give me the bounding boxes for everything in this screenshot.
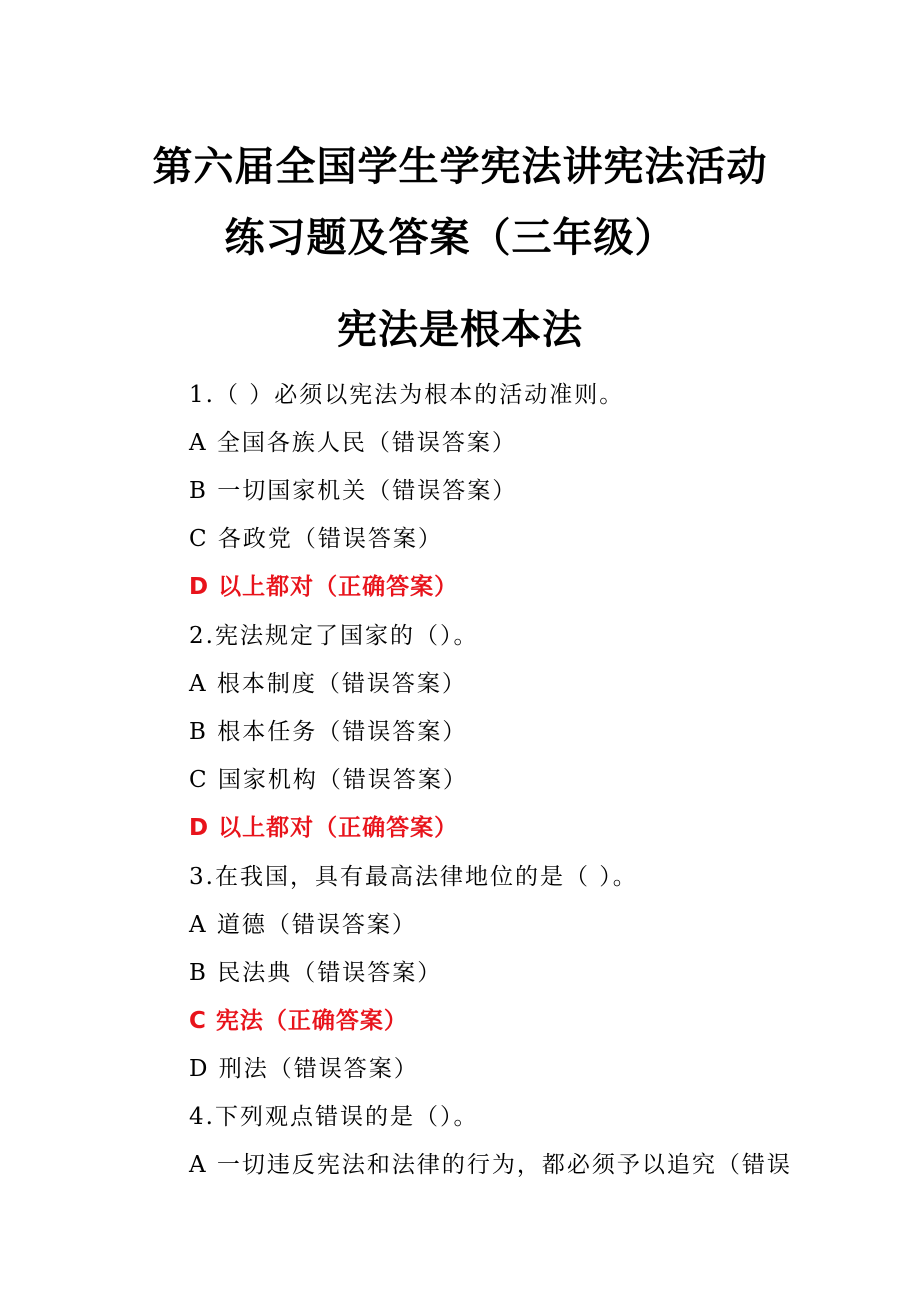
question-3-option-c-correct: C 宪法（正确答案） [189,1008,408,1034]
question-1-option-a: A 全国各族人民（错误答案） [189,430,517,456]
question-1-option-b: B 一切国家机关（错误答案） [189,478,518,504]
question-4: 4.下列观点错误的是（）。 [189,1104,479,1130]
question-2: 2.宪法规定了国家的（）。 [189,623,479,649]
question-2-option-d-correct: D 以上都对（正确答案） [189,815,459,841]
question-1-option-c: C 各政党（错误答案） [189,526,443,552]
question-3-option-a: A 道德（错误答案） [189,912,417,938]
section-title: 宪法是根本法 [337,307,583,353]
question-1: 1.（ ）必须以宪法为根本的活动准则。 [189,382,625,408]
document-title-line-1: 第六届全国学生学宪法讲宪法活动 [152,144,768,190]
question-4-option-a: A 一切违反宪法和法律的行为，都必须予以追究（错误 [189,1152,792,1178]
question-3-option-d: D 刑法（错误答案） [189,1056,419,1082]
question-2-option-a: A 根本制度（错误答案） [189,671,467,697]
question-3: 3.在我国，具有最高法律地位的是（ ）。 [189,864,638,890]
question-2-option-b: B 根本任务（错误答案） [189,719,468,745]
document-title-line-2: 练习题及答案（三年级） [224,215,676,261]
question-1-option-d-correct: D 以上都对（正确答案） [189,574,459,600]
question-3-option-b: B 民法典（错误答案） [189,960,443,986]
question-2-option-c: C 国家机构（错误答案） [189,767,468,793]
